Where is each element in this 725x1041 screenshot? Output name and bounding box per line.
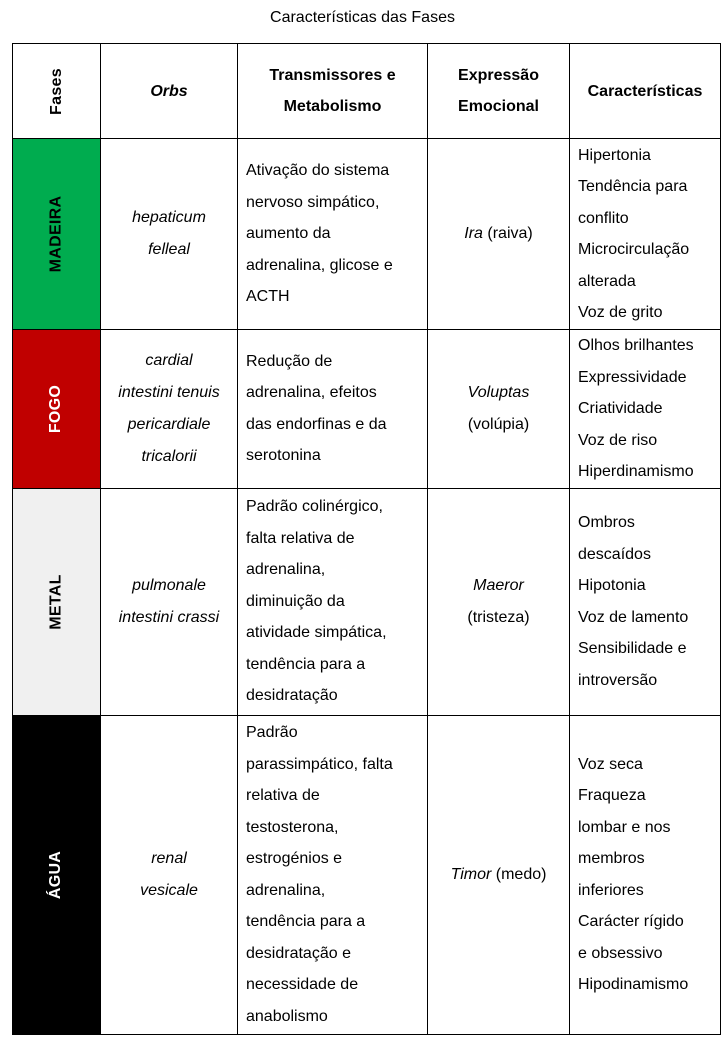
text-line: inferiores (578, 881, 644, 899)
emocao-latim: Voluptas (467, 383, 530, 401)
text-line: descaídos (578, 545, 651, 563)
text-line: serotonina (246, 447, 321, 465)
text-line: estrogénios e (246, 850, 343, 867)
text-line: Olhos brilhantes (578, 337, 694, 354)
text-line: desidratação (246, 687, 338, 705)
emocao-pt: (medo) (491, 865, 547, 883)
text-line: Hipodinamismo (578, 976, 689, 993)
text-line: e obsessivo (578, 944, 663, 962)
phase-label: METAL (47, 573, 65, 630)
transmissores-cell (238, 330, 428, 489)
orb-name: hepaticum (132, 209, 206, 226)
header-orbs (101, 44, 238, 139)
text-line: desidratação e (246, 944, 351, 962)
header-expressao-line: Emocional (458, 98, 539, 115)
text-line: adrenalina, (246, 561, 326, 579)
text-line: membros (578, 850, 645, 867)
header-fases-label: Fases (48, 67, 65, 115)
header-expressao (428, 44, 570, 139)
table-row (13, 330, 721, 489)
text-line: das endorfinas e da (246, 415, 387, 433)
orbs-cell (101, 715, 238, 1034)
text-line: necessidade de (246, 976, 359, 993)
text-line: conflito (578, 209, 629, 227)
phase-cell-metal (13, 488, 101, 715)
text-line: adrenalina, glicose e (246, 256, 393, 274)
orbs-cell (101, 330, 238, 489)
text-line: Fraqueza (578, 787, 646, 804)
text-line: Padrão (246, 724, 298, 741)
header-transmissores-line: Transmissores e (269, 67, 396, 84)
text-line: Hipotonia (578, 577, 646, 594)
header-transmissores (238, 44, 428, 139)
orb-name: renal (151, 849, 187, 867)
text-line: adrenalina, efeitos (246, 384, 377, 402)
phase-cell-madeira (13, 139, 101, 330)
text-line: Criatividade (578, 400, 663, 417)
transmissores-cell (238, 715, 428, 1034)
emocao-cell (428, 488, 570, 715)
table-title: Características das Fases (270, 9, 455, 26)
text-line: adrenalina, (246, 881, 326, 899)
text-line: nervoso simpático, (246, 193, 380, 211)
text-line: relativa de (246, 787, 320, 804)
text-line: atividade simpática, (246, 624, 387, 642)
text-line: Voz seca (578, 755, 643, 773)
header-caracteristicas-label: Características (587, 82, 703, 100)
text-line: introversão (578, 671, 658, 689)
header-row (13, 44, 721, 139)
orb-name: pericardiale (127, 415, 211, 433)
header-transmissores-line: Metabolismo (283, 98, 382, 115)
text-line: Ombros (578, 514, 635, 531)
orb-name: tricalorii (141, 447, 197, 465)
header-orbs-label: Orbs (150, 82, 188, 100)
orbs-cell (101, 139, 238, 330)
table-row (13, 139, 721, 330)
phase-label: FOGO (47, 384, 65, 433)
text-line: parassimpático, falta (246, 755, 393, 773)
emocao-pt: (volúpia) (467, 415, 530, 433)
text-line: Hipertonia (578, 146, 651, 164)
orbs-cell (101, 488, 238, 715)
text-line: Sensibilidade e (578, 640, 687, 657)
emocao-cell (428, 139, 570, 330)
text-line: falta relativa de (246, 529, 355, 547)
header-expressao-line: Expressão (458, 67, 539, 84)
phase-cell-fogo (13, 330, 101, 489)
text-line: Tendência para (578, 178, 688, 195)
emocao-latim: Ira (464, 225, 483, 242)
text-line: testosterona, (246, 818, 339, 836)
header-caracteristicas (570, 44, 721, 139)
text-line: Padrão colinérgico, (246, 498, 383, 516)
text-line: Microcirculação (578, 241, 690, 258)
emocao-latim: Maeror (473, 576, 524, 594)
transmissores-cell (238, 139, 428, 330)
text-line: Ativação do sistema (246, 162, 390, 180)
text-line: Hiperdinamismo (578, 463, 694, 480)
phase-label: ÁGUA (47, 850, 65, 899)
emocao-pt: (tristeza) (467, 608, 530, 626)
emocao-cell (428, 330, 570, 489)
text-line: diminuição da (246, 592, 345, 610)
caracteristicas-cell (570, 139, 721, 330)
text-line: tendência para a (246, 655, 366, 673)
table-row (13, 715, 721, 1034)
orb-name: vesicale (140, 881, 198, 899)
text-line: Voz de grito (578, 304, 663, 321)
orb-name: intestini crassi (118, 608, 220, 626)
text-line: anabolismo (246, 1007, 328, 1025)
emocao-pt: (raiva) (482, 225, 533, 242)
emocao-latim: Timor (450, 865, 492, 883)
transmissores-cell (238, 488, 428, 715)
caracteristicas-cell (570, 715, 721, 1034)
orb-name: cardial (145, 351, 193, 369)
caracteristicas-cell (570, 330, 721, 489)
orb-name: pulmonale (132, 576, 206, 594)
phase-label: MADEIRA (47, 195, 65, 273)
orb-name: felleal (148, 241, 190, 258)
text-line: Voz de lamento (578, 608, 689, 626)
text-line: Voz de riso (578, 431, 658, 449)
emocao-cell (428, 715, 570, 1034)
text-line: Redução de (246, 352, 333, 370)
text-line: lombar e nos (578, 818, 671, 836)
text-line: alterada (578, 272, 636, 290)
text-line: tendência para a (246, 913, 366, 930)
orb-name: intestini tenuis (118, 383, 220, 401)
text-line: aumento da (246, 225, 331, 243)
phase-cell-agua (13, 715, 101, 1034)
text-line: ACTH (246, 288, 290, 306)
text-line: Expressividade (578, 368, 687, 386)
table-row (13, 488, 721, 715)
header-fases (13, 44, 101, 139)
text-line: Carácter rígido (578, 913, 684, 930)
caracteristicas-cell (570, 488, 721, 715)
phases-table (12, 43, 721, 1035)
